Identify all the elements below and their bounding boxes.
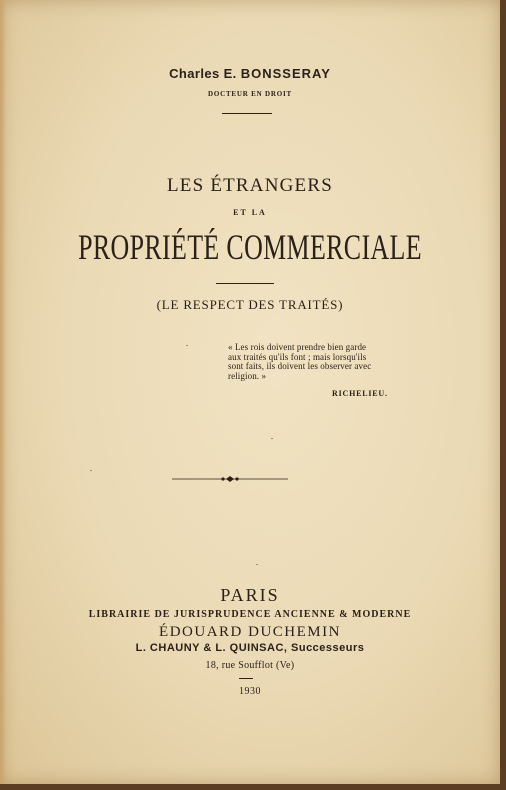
imprint-publisher: LIBRAIRIE DE JURISPRUDENCE ANCIENNE & MODERNE [88,609,412,620]
author-line [0,66,500,81]
epigraph-line: aux traités qu'ils font ; mais lorsqu'ils [228,351,367,362]
epigraph-line: sont faits, ils doivent les observer avec [228,361,372,371]
author-degree: DOCTEUR EN DROIT [208,90,292,98]
paper-speck [271,438,273,439]
title-line-1: LES ÉTRANGERS [166,175,334,196]
author-first-name: Charles E. [169,66,237,81]
imprint-successors: L. CHAUNY & L. QUINSAC, Successeurs [135,642,365,654]
ornament-divider [172,474,288,484]
divider-rule [216,283,274,284]
divider-rule [239,678,253,679]
epigraph-line: religion. » [228,370,267,381]
imprint-year: 1930 [239,686,261,697]
imprint-address: 18, rue Soufflot (Ve) [205,660,295,671]
paper-speck [90,470,92,471]
epigraph-line: « Les rois doivent prendre bien garde [228,342,367,352]
divider-rule [222,113,272,114]
epigraph [228,343,408,381]
paper-speck [256,564,258,565]
imprint-city: PARIS [220,585,280,605]
title-connector: ET LA [233,208,267,217]
paper-speck [186,345,188,346]
subtitle: (LE RESPECT DES TRAITÉS) [156,297,344,312]
epigraph-attribution: RICHELIEU. [332,389,388,398]
title-line-2: PROPRIÉTÉ COMMERCIALE [78,227,422,267]
author-surname: BONSSERAY [240,66,331,81]
imprint-editor: ÉDOUARD DUCHEMIN [159,624,341,640]
